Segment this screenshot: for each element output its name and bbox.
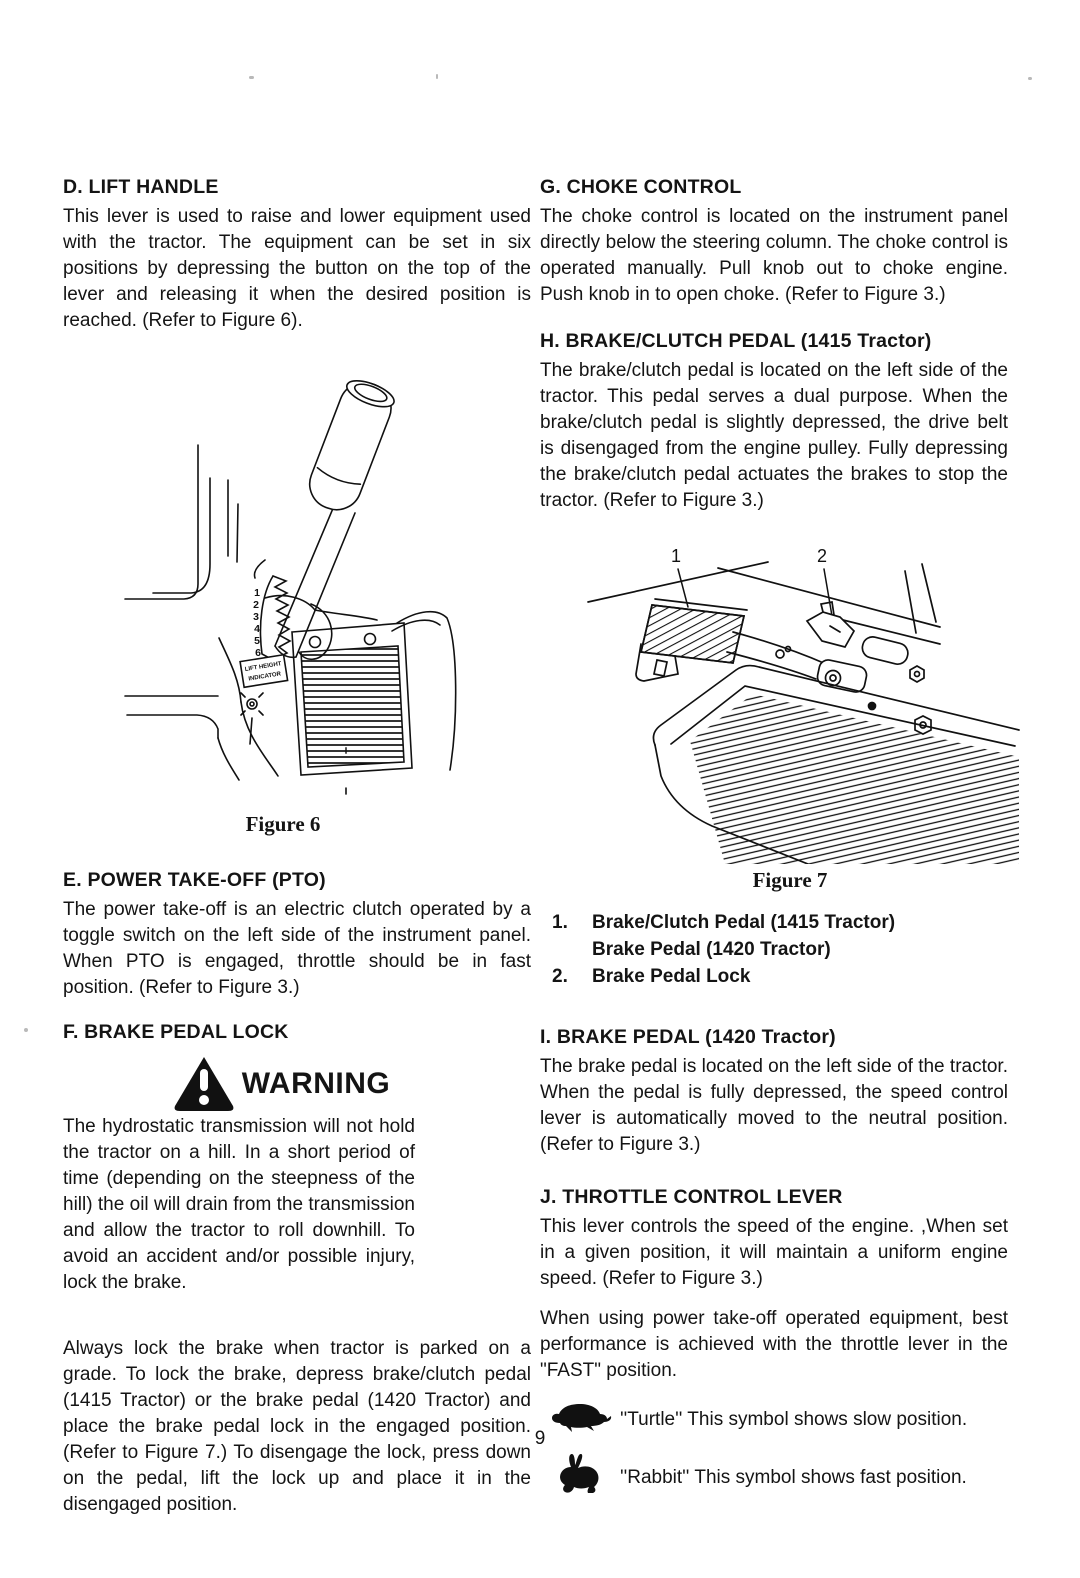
figure-6	[63, 352, 531, 837]
scan-speck	[436, 74, 438, 79]
lift-scale-3: 3	[253, 611, 259, 623]
lift-handle-figure-drawing	[115, 352, 535, 802]
lift-height-plate-line2: INDICATOR	[248, 671, 282, 683]
figure-7	[540, 514, 1008, 893]
scan-speck	[1028, 77, 1032, 80]
section-i-body: The brake pedal is located on the left side of the tractor. When the pedal is fully depressed, the speed control lever is automatically moved to the neutral position. (Refer to Figure 3.)	[540, 1056, 1008, 1155]
warning-box	[63, 1054, 531, 1296]
brake-pedal-figure-drawing	[560, 514, 1020, 864]
throttle-symbols	[540, 1398, 1008, 1504]
section-j-body1: This lever controls the speed of the engine. ,When set in a given position, it will maintain a uniform engine speed. (Refer to Figure 3.)	[540, 1216, 1008, 1289]
section-i-heading: I. BRAKE PEDAL (1420 Tractor)	[540, 1026, 836, 1048]
turtle-text: ''Turtle'' This symbol shows slow position.	[620, 1408, 968, 1430]
warning-word: WARNING	[241, 1067, 391, 1100]
section-g-body: The choke control is located on the instrument panel directly below the steering column. The choke control is operated manually. Pull knob out to choke engine. Push knob in to open choke. (Refer to Figure 3.)	[540, 206, 1008, 305]
section-e-heading: E. POWER TAKE-OFF (PTO)	[63, 869, 326, 891]
section-e-body: The power take-off is an electric clutch operated by a toggle switch on the left side of the instrument panel. When PTO is engaged, throttle should be in fast position. (Refer to Figure 3.)	[63, 899, 531, 998]
left-column	[63, 176, 531, 1518]
section-d-body: This lever is used to raise and lower equipment used with the tractor. The equipment can be set in six positions by depressing the button on the top of the lever and releasing it when the desired position is reached. (Refer to Figure 6).	[63, 206, 531, 331]
legend-item-2-number: 2.	[552, 966, 568, 987]
lift-scale-6: 6	[255, 647, 261, 659]
lift-scale-5: 5	[254, 635, 260, 647]
legend-item-1-text	[592, 909, 895, 963]
page-number: 9	[534, 1428, 546, 1449]
legend-item-2	[552, 963, 1008, 990]
lift-scale-2: 2	[253, 599, 259, 611]
legend-item-1	[552, 909, 1008, 963]
right-column	[540, 176, 1008, 1504]
figure-7-legend	[552, 909, 1008, 990]
warning-header	[105, 1054, 457, 1114]
figure7-callout-2: 2	[816, 546, 828, 566]
section-d-heading: D. LIFT HANDLE	[63, 176, 219, 198]
legend-item-1-line1: Brake/Clutch Pedal (1415 Tractor)	[592, 912, 896, 933]
lift-height-plate-line1: LIFT HEIGHT	[244, 661, 282, 673]
section-h-heading: H. BRAKE/CLUTCH PEDAL (1415 Tractor)	[540, 330, 932, 352]
rabbit-icon	[540, 1451, 620, 1504]
warning-triangle-icon	[172, 1054, 236, 1114]
scan-speck	[24, 1028, 28, 1032]
figure-7-caption: Figure 7	[752, 868, 828, 892]
legend-item-1-line2: Brake Pedal (1420 Tractor)	[592, 939, 831, 960]
section-j-heading: J. THROTTLE CONTROL LEVER	[540, 1186, 843, 1208]
figure7-callout-1: 1	[670, 546, 682, 566]
legend-item-2-text: Brake Pedal Lock	[592, 966, 751, 987]
figure-6-caption: Figure 6	[245, 812, 321, 836]
lift-scale-4: 4	[254, 623, 260, 635]
lift-scale-1: 1	[254, 587, 260, 599]
section-g-heading: G. CHOKE CONTROL	[540, 176, 742, 198]
rabbit-symbol-row	[540, 1451, 1008, 1504]
section-j-body2: When using power take-off operated equipment, best performance is achieved with the throttle lever in the "FAST" position.	[540, 1308, 1008, 1381]
rabbit-text: ''Rabbit'' This symbol shows fast position.	[620, 1466, 967, 1488]
legend-item-1-number: 1.	[552, 912, 568, 933]
section-h-body: The brake/clutch pedal is located on the left side of the tractor. This pedal serves a dual purpose. When the brake/clutch pedal is slightly depressed, the drive belt is disengaged from the engine pulley. Fully depressing the brake/clutch pedal actuates the brakes to stop the tractor. (Refer to Figure 3.)	[540, 360, 1008, 511]
section-f-heading: F. BRAKE PEDAL LOCK	[63, 1021, 289, 1043]
always-lock-paragraph: Always lock the brake when tractor is parked on a grade. To lock the brake, depress brake/clutch pedal (1415 Tractor) or the brake pedal (1420 Tractor) and place the brake pedal lock in the engaged position. (Refer to Figure 7.) To disengage the lock, press down on the pedal, lift the lock up and place it in the disengaged position.	[63, 1338, 531, 1515]
scan-speck	[249, 76, 254, 79]
warning-body: The hydrostatic transmission will not hold the tractor on a hill. In a short period of time (depending on the steepness of the hill) the oil will drain from the transmission and allow the tractor to roll downhill. To avoid an accident and/or possible injury, lock the brake.	[63, 1116, 415, 1293]
